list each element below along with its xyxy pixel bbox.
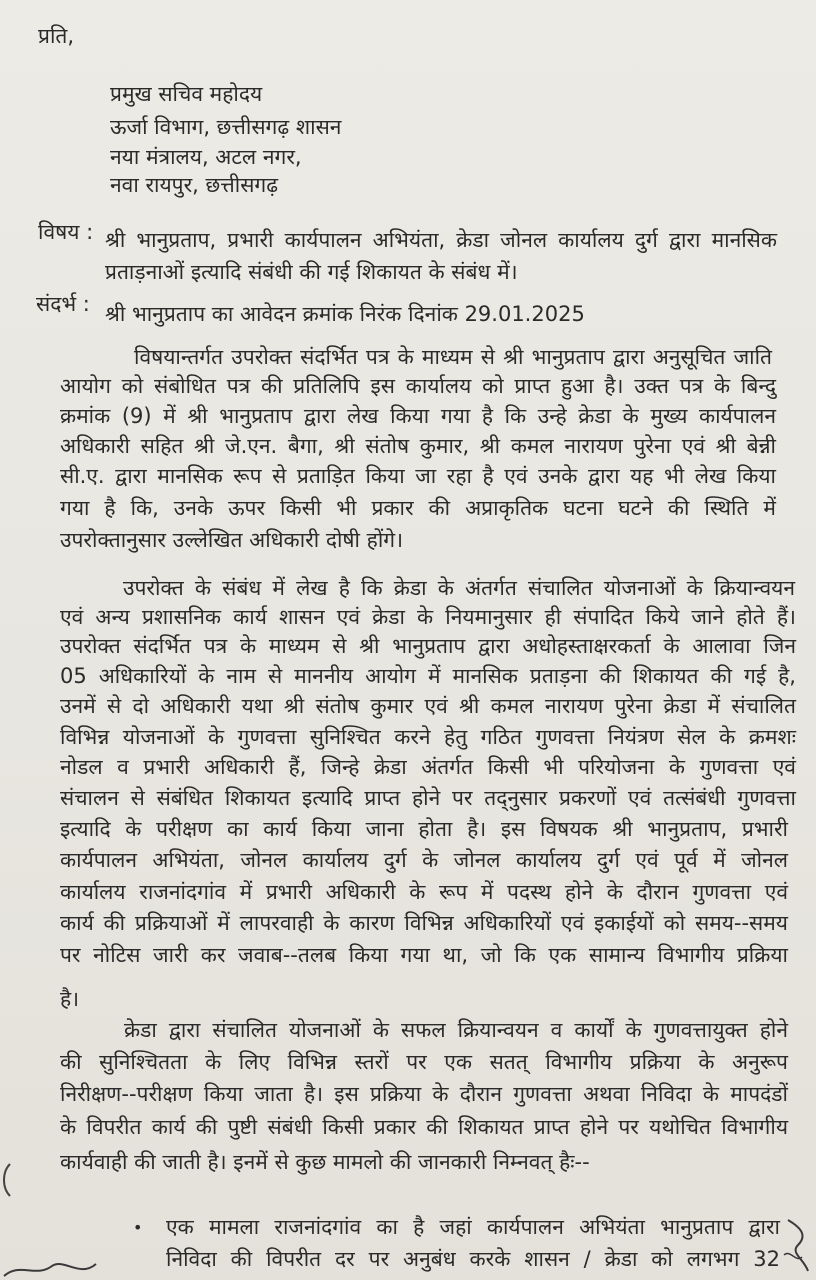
paragraph-line: निरीक्षण--परीक्षण किया जाता है। इस प्रक्रिया के दौरान गुणवत्ता अथवा निविदा के मापदंडों [60, 1082, 788, 1106]
salutation: प्रति, [38, 24, 75, 48]
signature-mark-icon [780, 1215, 814, 1275]
paragraph-line: उपरोक्त के संबंध में लेख है कि क्रेडा के अंतर्गत संचालित योजनाओं के क्रियान्वयन [123, 576, 795, 600]
paragraph-line: क्रेडा द्वारा संचालित योजनाओं के सफल क्रियान्वयन व कार्यों के गुणवत्तायुक्त होने [124, 1018, 788, 1042]
paragraph-line: आयोग को संबोधित पत्र की प्रतिलिपि इस कार्यालय को प्राप्त हुआ है। उक्त पत्र के बिन्दु [60, 374, 776, 398]
subject-label: विषय : [38, 220, 94, 244]
paragraph-line: कार्य की प्रक्रियाओं में लापरवाही के कारण विभिन्न अधिकारियों एवं इकाईयों को समय--समय [60, 911, 788, 935]
paragraph-line: के विपरीत कार्य की पुष्टी संबंधी किसी प्रकार की शिकायत प्राप्त होने पर यथोचित विभागीय [60, 1115, 788, 1139]
paragraph-line: पर नोटिस जारी कर जवाब--तलब किया गया था, जो कि एक सामान्य विभागीय प्रक्रिया [60, 943, 788, 967]
paragraph-line: इत्यादि के परीक्षण का कार्य किया जाना होता है। इस विषयक श्री भानुप्रताप, प्रभारी [60, 817, 788, 841]
paragraph-line: विभिन्न योजनाओं के गुणवत्ता सुनिश्चित करने हेतु गठित गुणवत्ता नियंत्रण सेल के क्रमशः [60, 725, 796, 749]
subject-line: श्री भानुप्रताप, प्रभारी कार्यपालन अभियंता, क्रेडा जोनल कार्यालय दुर्ग द्वारा मानसिक [105, 228, 777, 252]
paragraph-line: सी.ए. द्वारा मानसिक रूप से प्रताड़ित किया जा रहा है एवं उनके द्वारा यह भी लेख किया [60, 464, 776, 488]
recipient-line: प्रमुख सचिव महोदय [110, 82, 263, 106]
reference-text: श्री भानुप्रताप का आवेदन क्रमांक निरंक दिनांक 29.01.2025 [105, 302, 585, 326]
paragraph-line: गया है कि, उनके ऊपर किसी भी प्रकार की अप्राकृतिक घटना घटने की स्थिति में [60, 496, 776, 520]
subject-line: प्रताड़नाओं इत्यादि संबंधी की गई शिकायत के संबंध में। [105, 260, 518, 284]
reference-label: संदर्भ : [36, 292, 90, 316]
recipient-line: ऊर्जा विभाग, छत्तीसगढ़ शासन [110, 115, 342, 139]
bullet-line: निविदा की विपरीत दर पर अनुबंध करके शासन / क्रेडा को लगभग 32 [166, 1247, 780, 1271]
bullet-marker: • [133, 1218, 143, 1237]
paragraph-line: नोडल व प्रभारी अधिकारी हैं, जिन्हे क्रेडा अंतर्गत किसी भी परियोजना के गुणवत्ता एवं [60, 755, 796, 779]
recipient-line: नया मंत्रालय, अटल नगर, [110, 145, 302, 169]
paragraph-line: 05 अधिकारियों के नाम से माननीय आयोग में मानसिक प्रताड़ना की शिकायत की गई है, [60, 664, 796, 688]
paragraph-line: कार्यपालन अभियंता, जोनल कार्यालय दुर्ग के जोनल कार्यालय दुर्ग एवं पूर्व में जोनल [60, 848, 788, 872]
margin-mark-icon [0, 1160, 14, 1200]
paragraph-line: विषयान्तर्गत उपरोक्त संदर्भित पत्र के माध्यम से श्री भानुप्रताप द्वारा अनुसूचित जाति [134, 345, 772, 369]
recipient-line: नवा रायपुर, छत्तीसगढ़ [110, 173, 279, 197]
paragraph-line: है। [60, 987, 80, 1011]
paragraph-line: एवं अन्य प्रशासनिक कार्य शासन एवं क्रेडा के नियमानुसार ही संपादित किये जाने होते हैं। [60, 605, 796, 629]
paragraph-line: की सुनिश्चितता के लिए विभिन्न स्तरों पर एक सतत् विभागीय प्रक्रिया के अनुरूप [60, 1050, 788, 1074]
paragraph-line: संचालन से संबंधित शिकायत इत्यादि प्राप्त होने पर तद्नुसार प्रकरणों एवं तत्संबंधी गुणवत्ता [60, 786, 796, 810]
paragraph-line: उपरोक्तानुसार उल्लेखित अधिकारी दोषी होंगे। [60, 528, 404, 552]
bottom-scribble-icon [0, 1256, 120, 1280]
bullet-line: एक मामला राजनांदगांव का है जहां कार्यपालन अभियंता भानुप्रताप द्वारा [166, 1215, 780, 1239]
paragraph-line: उपरोक्त संदर्भित पत्र के माध्यम से श्री भानुप्रताप द्वारा अधोहस्ताक्षरकर्ता के आलावा जिन [60, 634, 796, 658]
paragraph-line: उनमें से दो अधिकारी यथा श्री संतोष कुमार एवं श्री कमल नारायण पुरेना क्रेडा में संचालित [60, 694, 796, 718]
paragraph-line: कार्यवाही की जाती है। इनमें से कुछ मामलो की जानकारी निम्नवत् हैः-- [60, 1150, 590, 1174]
paragraph-line: क्रमांक (9) में श्री भानुप्रताप द्वारा लेख किया गया है कि उन्हे क्रेडा के मुख्य कार्यपालन [60, 404, 776, 428]
paragraph-line: अधिकारी सहित श्री जे.एन. बैगा, श्री संतोष कुमार, श्री कमल नारायण पुरेना एवं श्री बेन्नी [60, 434, 776, 458]
paragraph-line: कार्यालय राजनांदगांव में प्रभारी अधिकारी के रूप में पदस्थ होने के दौरान गुणवत्ता एवं [60, 880, 788, 904]
